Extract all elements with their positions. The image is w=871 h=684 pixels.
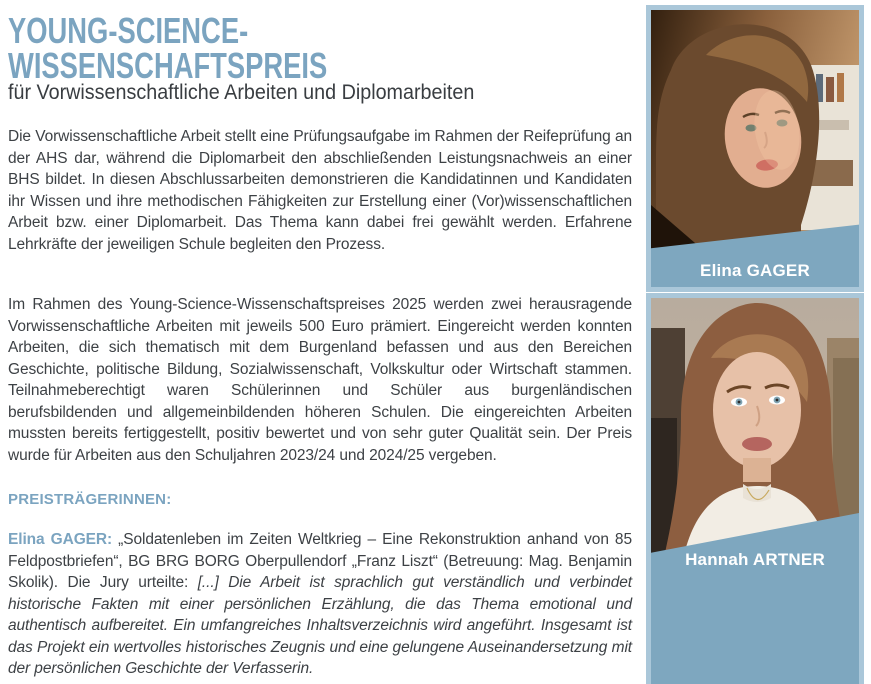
award-paragraph: Im Rahmen des Young-Science-Wissenschaftspreises 2025 werden zwei herausragende Vorwissenschaftliche Arbeiten mit jeweils 500 Euro prämiert. Eingereicht werden konnten Arbeiten, die sich thematisch mit dem Burgenland befassen und aus den Bereichen Geschichte, politische Bildung, Sozialwissenschaft, Volkskultur oder Wirtschaft stammen. Teilnahmeberechtigt waren Schülerinnen und Schüler aus burgenländischen berufsbildenden und allgemeinbildenden höheren Schulen. Die eingereichten Arbeiten mussten bereits fertiggestellt, positiv bewertet und von sehr guter Qualität sein. Der Preis wurde für Arbeiten aus den Schuljahren 2023/24 und 2024/25 vergeben. [8,296,632,464]
photo-card-hannah [646,293,864,684]
winner-name-label: Elina GAGER: [8,531,113,548]
page-title [8,10,328,86]
photo-elina [651,10,859,287]
page-subtitle: für Vorwissenschaftliche Arbeiten und Diplomarbeiten [8,81,475,104]
photo-hannah [651,298,859,684]
photo-card-elina [646,5,864,292]
winner-paragraph [8,529,632,680]
photo-caption-hannah: Hannah ARTNER [685,550,825,569]
jury-quote: [...] Die Arbeit ist sprachlich gut verständlich und verbindet historische Fakten mit einer persönlichen Erzählung, die das Thema emotional und authentisch aufbereitet. Ein umfangreiches Inhaltsverzeichnis wird angeführt. Insgesamt ist das Projekt ein wertvolles historisches Zeugnis und eine gelungene Auseinandersetzung mit der persönlichen Geschichte der Verfasserin. [8,574,632,677]
photo-caption-elina: Elina GAGER [700,261,810,280]
winner-work-description: „Soldatenleben im Zeiten Weltkrieg – Eine Rekonstruktion anhand von 85 Feldpostbriefen“, BG BRG BORG Oberpullendorf „Franz Liszt“ (Betreuung: Mag. Benjamin Skolik). Die Jury urteilte: [8,531,632,591]
intro-paragraph: Die Vorwissenschaftliche Arbeit stellt eine Prüfungsaufgabe im Rahmen der Reifeprüfung an der AHS dar, während die Diplomarbeit den abschließenden Leistungsnachweis an einer BHS bildet. In diesen Abschlussarbeiten demonstrieren die Kandidatinnen und Kandidaten ihr Wissen und ihre methodischen Fähigkeiten zur Erstellung einer (Vor)wissenschaftlichen Arbeit bzw. einer Diplomarbeit. Das Thema kann dabei frei gewählt werden. Erfahrene Lehrkräfte der jeweiligen Schule begleiten den Prozess. [8,128,632,253]
winners-heading: PREISTRÄGERINNEN: [8,491,172,508]
title-line-1: YOUNG-SCIENCE- [8,10,249,51]
title-line-2: WISSENSCHAFTSPREIS [8,45,328,86]
